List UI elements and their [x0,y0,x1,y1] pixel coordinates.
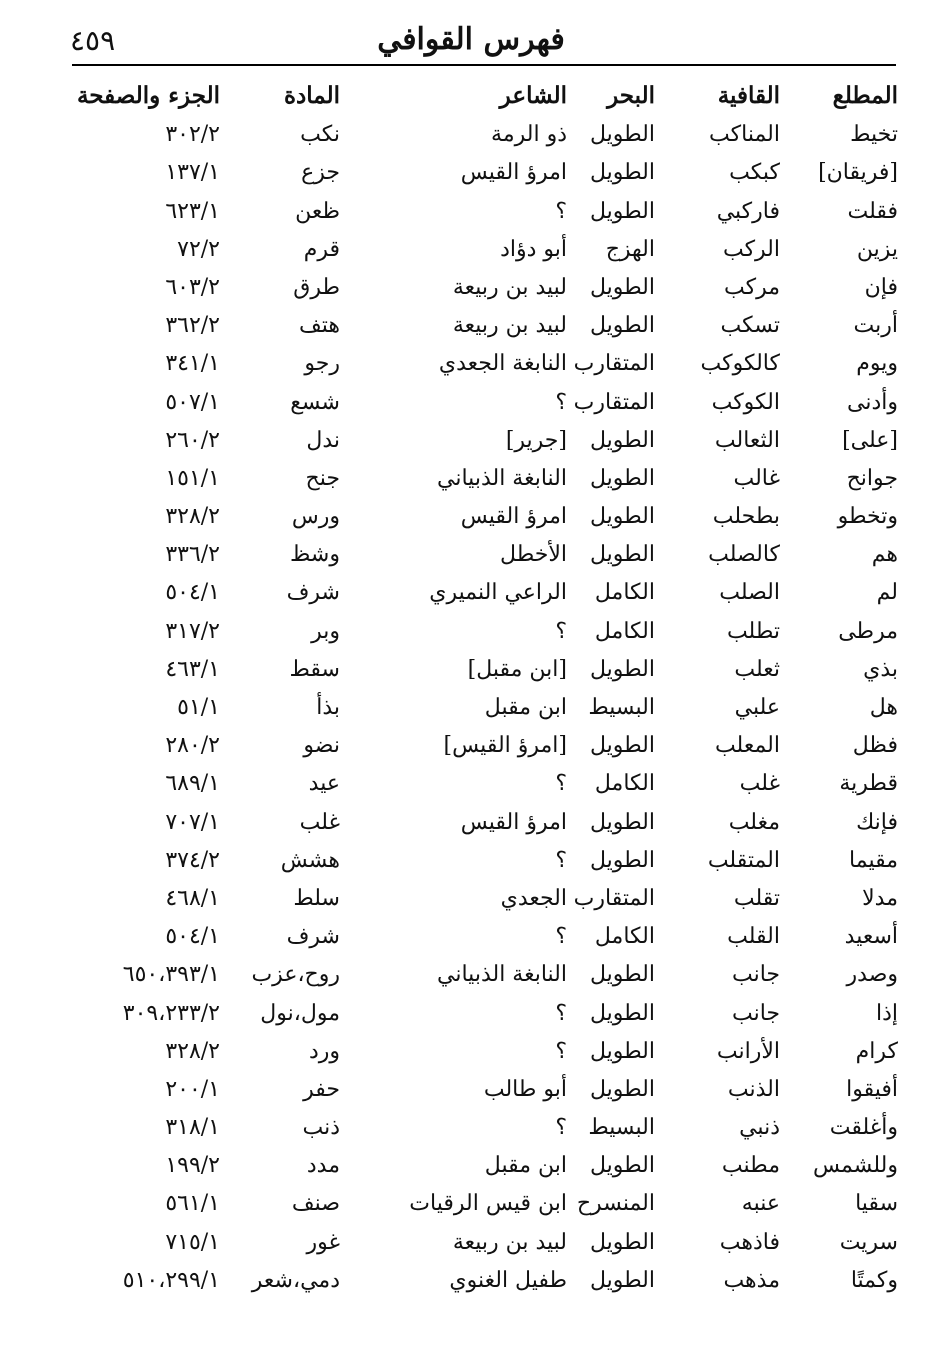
cell-bahr: الكامل [594,618,655,644]
cell-juz: ٥٠٤/١ [165,924,220,950]
cell-bahr: الطويل [589,1000,655,1026]
cell-matla: إذا [875,1000,898,1026]
cell-juz: ٣٢٨/٢ [165,504,220,530]
cell-bahr: المتقارب [573,389,655,415]
cell-madda: ظعن [295,198,340,224]
table-row [70,572,900,610]
table-row [70,916,900,954]
cell-madda: رجو [304,351,340,377]
cell-bahr: الطويل [589,122,655,148]
cell-juz: ٥٠٧/١ [165,389,220,415]
table-row [70,725,900,763]
cell-juz: ٣٤١/١ [165,351,220,377]
cell-juz: ٥١٠،٢٩٩/١ [122,1267,220,1293]
cell-bahr: الكامل [594,924,655,950]
cell-qafia: الركب [722,236,780,262]
cell-matla: وصدر [846,962,898,988]
column-header-matla: المطلع [832,82,898,109]
cell-madda: ذنب [302,1115,340,1141]
cell-juz: ٢٦٠/٢ [165,427,220,453]
cell-bahr: الطويل [589,274,655,300]
cell-madda: نضو [303,733,340,759]
cell-qafia: جانب [731,1000,780,1026]
cell-madda: سقط [289,656,340,682]
cell-madda: طرق [293,274,340,300]
cell-bahr: الطويل [589,1229,655,1255]
cell-bahr: الطويل [589,1153,655,1179]
cell-qafia: تقلب [733,885,780,911]
cell-bahr: الطويل [589,504,655,530]
cell-matla: أفيقوا [846,1076,898,1102]
cell-shaer: [جرير] [505,427,567,453]
cell-shaer: النابغة الذبياني [437,465,567,491]
cell-qafia: المعلب [714,733,780,759]
cell-madda: هشش [280,847,340,873]
cell-bahr: الطويل [589,1038,655,1064]
cell-juz: ٣٦٢/٢ [165,313,220,339]
cell-shaer: [ابن مقبل] [467,656,567,682]
cell-juz: ٥٦١/١ [165,1191,220,1217]
cell-juz: ٣٧٤/٢ [165,847,220,873]
cell-matla: وكمتًا [850,1267,898,1293]
cell-qafia: مركب [724,274,780,300]
cell-shaer: النابغة الجعدي [438,351,567,377]
cell-madda: مدد [306,1153,340,1179]
column-header-shaer: الشاعر [499,82,567,109]
cell-matla: أربت [853,313,898,339]
table-row [70,993,900,1031]
cell-shaer: ؟ [555,1038,567,1064]
table-row [70,1069,900,1107]
table-row [70,878,900,916]
cell-qafia: مطنب [721,1153,780,1179]
cell-juz: ٢٨٠/٢ [165,733,220,759]
cell-matla: وتخطو [837,504,898,530]
cell-shaer: ؟ [555,389,567,415]
cell-qafia: كالصلب [708,542,780,568]
cell-matla: وأدنى [847,389,898,415]
cell-bahr: الطويل [589,1267,655,1293]
cell-juz: ٢٠٠/١ [165,1076,220,1102]
cell-shaer: أبو دؤاد [500,236,567,262]
cell-juz: ٦٠٣/٢ [165,274,220,300]
table-row [70,1145,900,1183]
table-row [70,267,900,305]
cell-shaer: لبيد بن ربيعة [452,274,567,300]
cell-shaer: ابن مقبل [484,695,567,720]
cell-matla: قطرية [839,771,898,797]
cell-bahr: المتقارب [573,885,655,911]
cell-bahr: الطويل [589,427,655,453]
cell-bahr: البسيط [588,1115,655,1141]
cell-shaer: ذو الرمة [491,122,567,148]
cell-qafia: تسكب [720,313,780,339]
table-row [70,534,900,572]
cell-juz: ١٩٩/٢ [165,1153,220,1179]
cell-matla: بذي [863,656,898,682]
cell-matla: [فريقان] [818,160,898,186]
cell-madda: دمي،شعر [251,1267,340,1293]
cell-madda: مول،نول [260,1000,340,1026]
cell-qafia: مذهب [723,1267,780,1293]
cell-juz: ٦٨٩/١ [165,771,220,797]
cell-madda: قرم [303,236,340,262]
cell-juz: ٧١٥/١ [165,1229,220,1255]
table-row [70,191,900,229]
cell-matla: لم [876,580,898,606]
page-number: ٤٥٩ [70,24,116,57]
cell-madda: وبر [311,618,340,644]
table-row [70,840,900,878]
cell-bahr: الطويل [589,160,655,186]
page-header [0,18,942,62]
cell-shaer: ابن قيس الرقيات [409,1191,567,1217]
table-row [70,458,900,496]
cell-qafia: غالب [733,465,780,491]
table-row [70,763,900,801]
cell-qafia: تطلب [726,618,780,644]
column-header-qafia: القافية [717,82,780,109]
cell-qafia: عنبه [741,1191,780,1217]
cell-qafia: الثعالب [714,427,780,453]
cell-juz: ١٥١/١ [165,465,220,491]
cell-bahr: الطويل [589,465,655,491]
cell-shaer: امرؤ القيس [460,160,567,186]
cell-shaer: ؟ [555,771,567,797]
cell-qafia: علبي [734,695,780,720]
cell-madda: هتف [298,313,340,339]
table-row [70,649,900,687]
cell-matla: كرام [855,1038,898,1064]
cell-qafia: جانب [731,962,780,988]
cell-matla: تخيط [850,122,898,148]
cell-shaer: الجعدي [500,885,567,911]
cell-juz: ٣١٧/٢ [165,618,220,644]
cell-shaer: الأخطل [500,542,567,568]
cell-madda: بذأ [316,695,340,720]
cell-shaer: [امرؤ القيس] [443,733,567,759]
cell-madda: جزع [301,160,340,186]
table-row [70,802,900,840]
cell-shaer: ؟ [555,198,567,224]
cell-bahr: الطويل [589,962,655,988]
cell-bahr: المتقارب [573,351,655,377]
cell-bahr: الهزج [605,236,655,262]
cell-shaer: النابغة الذبياني [437,962,567,988]
cell-madda: حفر [303,1076,340,1102]
cell-juz: ٣١٨/١ [165,1115,220,1141]
cell-juz: ٤٦٨/١ [165,885,220,911]
cell-juz: ٧٠٧/١ [165,809,220,835]
cell-bahr: الكامل [594,771,655,797]
cell-bahr: الطويل [589,313,655,339]
cell-madda: صنف [291,1191,340,1217]
cell-bahr: الطويل [589,542,655,568]
cell-qafia: الذنب [727,1076,780,1102]
column-header-madda: المادة [284,82,340,109]
cell-madda: ندل [306,427,340,453]
cell-matla: فقلت [847,198,898,224]
page-title: فهرس القوافي [377,22,565,57]
cell-shaer: ؟ [555,1115,567,1141]
cell-madda: شرف [286,924,340,950]
cell-matla: فإنك [856,809,898,835]
table-row [70,496,900,534]
cell-matla: وللشمس [812,1153,898,1179]
cell-shaer: ابن مقبل [484,1153,567,1179]
cell-qafia: مغلب [728,809,780,835]
cell-matla: فإن [864,274,898,300]
cell-madda: شسع [290,389,340,415]
cell-qafia: كبكب [729,160,780,186]
cell-bahr: الطويل [589,847,655,873]
cell-qafia: ثعلب [734,656,780,682]
cell-madda: عيد [308,771,340,797]
cell-qafia: غلب [739,771,780,797]
cell-qafia: فاركبي [716,198,780,224]
cell-madda: سلط [293,885,340,911]
cell-qafia: المناكب [709,122,780,148]
cell-matla: سريت [839,1229,898,1255]
cell-matla: هم [871,542,898,568]
cell-matla: جوانح [846,465,898,491]
cell-shaer: الراعي النميري [429,580,567,606]
cell-qafia: ذنبي [739,1115,780,1141]
cell-madda: ورس [291,504,340,530]
cell-shaer: امرؤ القيس [460,504,567,530]
cell-matla: ويوم [856,351,898,377]
cell-matla: سقيا [855,1191,898,1217]
cell-bahr: الطويل [589,656,655,682]
cell-juz: ٣٣٦/٢ [165,542,220,568]
table-row [70,687,900,725]
cell-shaer: ؟ [555,1000,567,1026]
cell-shaer: طفيل الغنوي [449,1267,567,1293]
table-row [70,1183,900,1221]
cell-matla: [على] [842,427,898,453]
cell-matla: فظل [852,733,898,759]
table-row [70,152,900,190]
table-row [70,954,900,992]
table-row [70,1031,900,1069]
table-row [70,420,900,458]
cell-shaer: لبيد بن ربيعة [452,313,567,339]
cell-bahr: الطويل [589,733,655,759]
cell-juz: ٦٥٠،٣٩٣/١ [122,962,220,988]
cell-bahr: الطويل [589,198,655,224]
cell-shaer: ؟ [555,847,567,873]
cell-matla: مرطى [838,618,898,644]
cell-qafia: كالكوكب [700,351,780,377]
cell-bahr: المنسرح [576,1191,655,1217]
cell-madda: شرف [286,580,340,606]
header-rule [72,64,896,66]
cell-qafia: بطحلب [712,504,780,530]
cell-bahr: الطويل [589,1076,655,1102]
cell-madda: غلب [299,809,340,835]
table-row [70,343,900,381]
rhymes-index-table [70,76,900,1298]
cell-shaer: ؟ [555,618,567,644]
cell-juz: ٥٠٤/١ [165,580,220,606]
cell-juz: ١٣٧/١ [165,160,220,186]
table-row [70,382,900,420]
table-row [70,1260,900,1298]
cell-juz: ٧٢/٢ [177,236,220,262]
cell-shaer: لبيد بن ربيعة [452,1229,567,1255]
cell-matla: يزين [856,236,898,262]
cell-matla: هل [869,695,898,720]
table-row [70,611,900,649]
cell-shaer: أبو طالب [483,1076,567,1102]
table-row [70,305,900,343]
cell-shaer: ؟ [555,924,567,950]
cell-matla: وأغلقت [829,1115,898,1141]
column-header-juz: الجزء والصفحة [76,82,220,109]
cell-madda: وشظ [290,542,340,568]
column-header-bahr: البحر [607,82,655,109]
cell-juz: ٤٦٣/١ [165,656,220,682]
cell-madda: غور [306,1229,340,1255]
cell-matla: مقيما [849,847,898,873]
cell-madda: جنح [305,465,340,491]
cell-madda: ورد [308,1038,340,1064]
cell-shaer: امرؤ القيس [460,809,567,835]
cell-juz: ٣٢٨/٢ [165,1038,220,1064]
table-body [70,114,900,1298]
cell-bahr: الكامل [594,580,655,606]
table-row [70,229,900,267]
cell-juz: ٥١/١ [177,695,220,720]
cell-matla: أسعيد [844,924,898,950]
cell-qafia: المتقلب [707,847,780,873]
table-row [70,114,900,152]
cell-madda: نكب [300,122,340,148]
cell-madda: روح،عزب [251,962,340,988]
table-row [70,1107,900,1145]
cell-bahr: الطويل [589,809,655,835]
cell-qafia: الصلب [719,580,780,606]
cell-qafia: الكوكب [711,389,780,415]
cell-bahr: البسيط [588,695,655,720]
table-header-row [70,76,900,114]
cell-qafia: فاذهب [719,1229,780,1255]
cell-juz: ٣٠٩،٢٣٣/٢ [122,1000,220,1026]
cell-qafia: الأرانب [716,1038,780,1064]
cell-qafia: القلب [727,924,780,950]
cell-juz: ٦٢٣/١ [165,198,220,224]
cell-juz: ٣٠٢/٢ [165,122,220,148]
table-row [70,1222,900,1260]
cell-matla: مدلا [862,885,898,911]
